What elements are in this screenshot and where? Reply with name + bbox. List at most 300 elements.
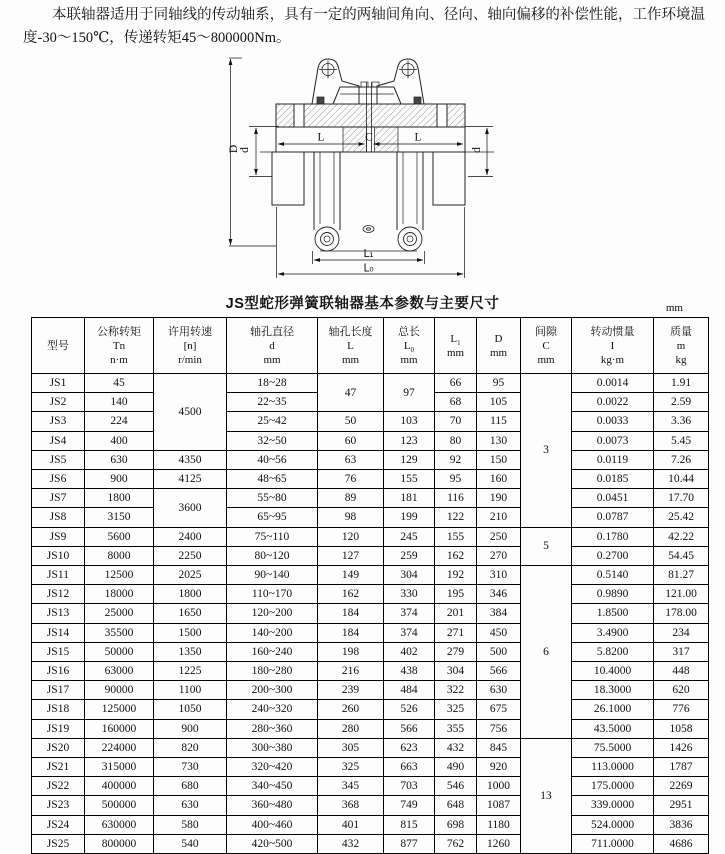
table-cell: 3150 <box>85 508 154 527</box>
table-cell: 184 <box>318 623 384 642</box>
table-cell: 675 <box>477 700 521 719</box>
table-cell: 566 <box>384 719 435 738</box>
model-cell: JS4 <box>32 431 85 450</box>
table-cell: 355 <box>435 719 477 738</box>
table-cell: 5.45 <box>654 431 709 450</box>
grease-hole-icon <box>363 226 374 233</box>
table-cell: 317 <box>654 642 709 661</box>
table-cell: 401 <box>318 815 384 834</box>
table-cell: 698 <box>435 815 477 834</box>
table-cell: 340~450 <box>227 777 318 796</box>
model-cell: JS19 <box>32 719 85 738</box>
model-cell: JS1 <box>32 374 85 393</box>
table-cell: 1.91 <box>654 374 709 393</box>
table-cell: 26.1000 <box>572 700 654 719</box>
table-cell: 195 <box>435 585 477 604</box>
coupling-drawing <box>228 54 515 290</box>
table-row <box>32 642 709 661</box>
table-row <box>32 585 709 604</box>
table-unit-note: mm <box>665 302 683 314</box>
table-cell: 43.5000 <box>572 719 654 738</box>
table-cell: 216 <box>318 662 384 681</box>
table-cell: 0.0033 <box>572 412 654 431</box>
model-cell: JS20 <box>32 738 85 757</box>
table-cell: 580 <box>154 815 227 834</box>
table-cell: 322 <box>435 681 477 700</box>
col-header-speed: 许用转速 [n] r/min <box>154 318 227 374</box>
table-cell: 234 <box>654 623 709 642</box>
table-cell: 18~28 <box>227 374 318 393</box>
table-cell: 80 <box>435 431 477 450</box>
table-cell: 420~500 <box>227 834 318 853</box>
table-cell: 140~200 <box>227 623 318 642</box>
table-cell: 105 <box>477 393 521 412</box>
dim-label-L-right: L <box>414 131 422 144</box>
table-cell: 1.8500 <box>572 604 654 623</box>
table-cell: 1426 <box>654 738 709 757</box>
table-cell: 80~120 <box>227 546 318 565</box>
table-cell: 325 <box>318 758 384 777</box>
table-cell: 130 <box>477 431 521 450</box>
table-row <box>32 834 709 853</box>
dim-label-d-right: d <box>471 147 483 153</box>
table-cell: 140 <box>85 393 154 412</box>
table-cell: 2951 <box>654 796 709 815</box>
table-cell: 680 <box>154 777 227 796</box>
table-cell: 400~460 <box>227 815 318 834</box>
model-cell: JS6 <box>32 470 85 489</box>
bolt-hole-icon <box>315 227 339 251</box>
table-cell: 0.0014 <box>572 374 654 393</box>
table-cell: 310 <box>477 566 521 585</box>
table-cell: 160 <box>477 470 521 489</box>
spec-table <box>31 317 709 854</box>
table-cell: 68 <box>435 393 477 412</box>
table-cell: 305 <box>318 738 384 757</box>
table-cell: 0.1780 <box>572 527 654 546</box>
table-cell: 75.5000 <box>572 738 654 757</box>
dim-label-L0: L₀ <box>363 262 374 275</box>
table-cell: 66 <box>435 374 477 393</box>
col-header-total-length: 总长 $L_0$ mm <box>384 318 435 374</box>
table-cell: 711.0000 <box>572 834 654 853</box>
table-cell: 175.0000 <box>572 777 654 796</box>
table-cell: 18000 <box>85 585 154 604</box>
table-cell: 730 <box>154 758 227 777</box>
table-cell: 125000 <box>85 700 154 719</box>
col-header-l1: $L_1$ mm <box>435 318 477 374</box>
table-cell: 346 <box>477 585 521 604</box>
table-row <box>32 796 709 815</box>
table-cell: 63 <box>318 450 384 469</box>
table-cell: 0.0022 <box>572 393 654 412</box>
table-row <box>32 508 709 527</box>
table-cell: 10.4000 <box>572 662 654 681</box>
table-cell: 90~140 <box>227 566 318 585</box>
table-cell: 50 <box>318 412 384 431</box>
table-cell: 500 <box>477 642 521 661</box>
table-row <box>32 700 709 719</box>
table-cell: 8000 <box>85 546 154 565</box>
table-cell: 116 <box>435 489 477 508</box>
table-cell: 384 <box>477 604 521 623</box>
model-cell: JS9 <box>32 527 85 546</box>
top-bracket <box>312 59 424 104</box>
dim-label-L1: L₁ <box>363 248 374 260</box>
table-cell: 123 <box>384 431 435 450</box>
table-cell: 1100 <box>154 681 227 700</box>
table-cell: 546 <box>435 777 477 796</box>
table-cell: 162 <box>435 546 477 565</box>
table-cell: 0.0185 <box>572 470 654 489</box>
model-cell: JS23 <box>32 796 85 815</box>
table-cell: 192 <box>435 566 477 585</box>
table-row <box>32 777 709 796</box>
table-cell: 3836 <box>654 815 709 834</box>
table-row <box>32 604 709 623</box>
model-cell: JS11 <box>32 566 85 585</box>
table-cell: 162 <box>318 585 384 604</box>
table-cell: 7.26 <box>654 450 709 469</box>
table-cell: 432 <box>435 738 477 757</box>
table-cell: 1000 <box>477 777 521 796</box>
table-cell: 845 <box>477 738 521 757</box>
table-cell: 155 <box>384 470 435 489</box>
table-cell: 54.45 <box>654 546 709 565</box>
table-cell: 280 <box>318 719 384 738</box>
table-cell: 920 <box>477 758 521 777</box>
table-cell: 47 <box>318 374 384 412</box>
table-cell: 70 <box>435 412 477 431</box>
table-cell: 224000 <box>85 738 154 757</box>
table-row <box>32 738 709 757</box>
table-cell: 280~360 <box>227 719 318 738</box>
model-cell: JS12 <box>32 585 85 604</box>
table-cell: 76 <box>318 470 384 489</box>
table-row <box>32 431 709 450</box>
table-cell: 65~95 <box>227 508 318 527</box>
table-cell: 566 <box>477 662 521 681</box>
model-cell: JS16 <box>32 662 85 681</box>
table-cell: 42.22 <box>654 527 709 546</box>
table-cell: 820 <box>154 738 227 757</box>
table-cell: 150 <box>477 450 521 469</box>
dim-label-D: D <box>228 144 240 154</box>
table-cell: 540 <box>154 834 227 853</box>
table-cell: 4125 <box>154 470 227 489</box>
table-cell: 18.3000 <box>572 681 654 700</box>
intro-paragraph: 本联轴器适用于同轴线的传动轴系，具有一定的两轴间角向、径向、轴向偏移的补偿性能，工作环境温度-30～150℃，传递转矩45～800000Nm。 <box>23 7 705 46</box>
model-cell: JS22 <box>32 777 85 796</box>
model-cell: JS24 <box>32 815 85 834</box>
table-cell: 81.27 <box>654 566 709 585</box>
table-cell: 2025 <box>154 566 227 585</box>
table-cell: 5600 <box>85 527 154 546</box>
table-cell: 25000 <box>85 604 154 623</box>
col-header-clearance: 间隙 C mm <box>521 318 572 374</box>
table-cell: 95 <box>477 374 521 393</box>
table-cell: 4686 <box>654 834 709 853</box>
table-cell: 1500 <box>154 623 227 642</box>
table-header <box>32 318 709 374</box>
table-cell: 110~170 <box>227 585 318 604</box>
table-cell: 400000 <box>85 777 154 796</box>
table-cell: 1800 <box>85 489 154 508</box>
table-cell: 900 <box>85 470 154 489</box>
table-cell: 22~35 <box>227 393 318 412</box>
dim-label-C: C <box>365 131 373 144</box>
table-cell: 75~110 <box>227 527 318 546</box>
table-cell: 270 <box>477 546 521 565</box>
table-cell: 25~42 <box>227 412 318 431</box>
table-cell: 4500 <box>154 374 227 451</box>
table-cell: 97 <box>384 374 435 412</box>
table-cell: 129 <box>384 450 435 469</box>
table-row <box>32 412 709 431</box>
table-cell: 199 <box>384 508 435 527</box>
model-cell: JS25 <box>32 834 85 853</box>
table-cell: 703 <box>384 777 435 796</box>
table-cell: 25.42 <box>654 508 709 527</box>
table-cell: 0.0073 <box>572 431 654 450</box>
model-cell: JS17 <box>32 681 85 700</box>
table-cell: 198 <box>318 642 384 661</box>
table-cell: 12500 <box>85 566 154 585</box>
bolt-hole-icon <box>399 61 417 79</box>
table-cell: 201 <box>435 604 477 623</box>
table-cell: 115 <box>477 412 521 431</box>
table-cell: 48~65 <box>227 470 318 489</box>
table-cell: 2.59 <box>654 393 709 412</box>
col-header-model: 型号 <box>32 318 85 374</box>
table-cell: 620 <box>654 681 709 700</box>
table-cell: 50000 <box>85 642 154 661</box>
table-cell: 877 <box>384 834 435 853</box>
table-cell: 374 <box>384 623 435 642</box>
table-cell: 484 <box>384 681 435 700</box>
table-cell: 2269 <box>654 777 709 796</box>
table-cell: 279 <box>435 642 477 661</box>
table-cell: 5.8200 <box>572 642 654 661</box>
table-row <box>32 719 709 738</box>
table-cell: 3.36 <box>654 412 709 431</box>
table-cell: 1058 <box>654 719 709 738</box>
model-cell: JS21 <box>32 758 85 777</box>
table-cell: 345 <box>318 777 384 796</box>
model-cell: JS15 <box>32 642 85 661</box>
table-cell: 448 <box>654 662 709 681</box>
table-cell: 113.0000 <box>572 758 654 777</box>
table-cell: 90000 <box>85 681 154 700</box>
table-cell: 304 <box>384 566 435 585</box>
table-cell: 623 <box>384 738 435 757</box>
table-cell: 402 <box>384 642 435 661</box>
table-cell: 259 <box>384 546 435 565</box>
table-row <box>32 374 709 393</box>
table-cell: 45 <box>85 374 154 393</box>
table-cell: 60 <box>318 431 384 450</box>
col-header-bore-length: 轴孔长度 L mm <box>318 318 384 374</box>
table-cell: 98 <box>318 508 384 527</box>
table-cell: 181 <box>384 489 435 508</box>
col-header-bore-diameter: 轴孔直径 d mm <box>227 318 318 374</box>
col-header-inertia: 转动惯量 I kg·m <box>572 318 654 374</box>
table-cell: 630 <box>85 450 154 469</box>
table-cell: 0.5140 <box>572 566 654 585</box>
table-cell: 184 <box>318 604 384 623</box>
model-cell: JS10 <box>32 546 85 565</box>
table-cell: 756 <box>477 719 521 738</box>
table-cell: 224 <box>85 412 154 431</box>
table-cell: 0.0119 <box>572 450 654 469</box>
table-row <box>32 489 709 508</box>
bolt-hole-icon <box>319 61 337 79</box>
table-cell: 3.4900 <box>572 623 654 642</box>
table-cell: 89 <box>318 489 384 508</box>
table-row <box>32 662 709 681</box>
table-cell: 160~240 <box>227 642 318 661</box>
table-cell: 0.0787 <box>572 508 654 527</box>
bolt-hole-icon <box>398 227 422 251</box>
table-cell: 200~300 <box>227 681 318 700</box>
table-cell: 40~56 <box>227 450 318 469</box>
table-row <box>32 527 709 546</box>
col-header-d-outer: D mm <box>477 318 521 374</box>
dim-label-L-left: L <box>317 131 325 144</box>
table-cell: 120~200 <box>227 604 318 623</box>
table-cell: 1225 <box>154 662 227 681</box>
table-cell: 325 <box>435 700 477 719</box>
table-cell: 3600 <box>154 489 227 527</box>
table-cell: 1087 <box>477 796 521 815</box>
table-cell: 1650 <box>154 604 227 623</box>
table-cell: 1260 <box>477 834 521 853</box>
table-cell: 4350 <box>154 450 227 469</box>
model-cell: JS3 <box>32 412 85 431</box>
table-cell: 524.0000 <box>572 815 654 834</box>
table-cell: 2250 <box>154 546 227 565</box>
table-cell: 103 <box>384 412 435 431</box>
model-cell: JS5 <box>32 450 85 469</box>
table-cell: 630 <box>477 681 521 700</box>
table-cell: 815 <box>384 815 435 834</box>
coupling-body <box>260 82 494 251</box>
table-cell: 5 <box>521 527 572 565</box>
table-cell: 630 <box>154 796 227 815</box>
table-cell: 32~50 <box>227 431 318 450</box>
table-cell: 155 <box>435 527 477 546</box>
table-cell: 120 <box>318 527 384 546</box>
table-cell: 35500 <box>85 623 154 642</box>
table-cell: 762 <box>435 834 477 853</box>
table-cell: 250 <box>477 527 521 546</box>
table-cell: 339.0000 <box>572 796 654 815</box>
table-cell: 432 <box>318 834 384 853</box>
table-row <box>32 681 709 700</box>
table-cell: 180~280 <box>227 662 318 681</box>
model-cell: JS8 <box>32 508 85 527</box>
model-cell: JS14 <box>32 623 85 642</box>
table-row <box>32 546 709 565</box>
table-cell: 2400 <box>154 527 227 546</box>
model-cell: JS18 <box>32 700 85 719</box>
table-cell: 95 <box>435 470 477 489</box>
table-cell: 149 <box>318 566 384 585</box>
table-cell: 663 <box>384 758 435 777</box>
table-row <box>32 815 709 834</box>
table-cell: 360~480 <box>227 796 318 815</box>
table-body <box>32 374 709 854</box>
table-cell: 0.0451 <box>572 489 654 508</box>
dimension-lines <box>229 58 493 278</box>
table-cell: 239 <box>318 681 384 700</box>
table-cell: 210 <box>477 508 521 527</box>
table-cell: 178.00 <box>654 604 709 623</box>
model-cell: JS2 <box>32 393 85 412</box>
table-cell: 121.00 <box>654 585 709 604</box>
table-cell: 648 <box>435 796 477 815</box>
table-cell: 1180 <box>477 815 521 834</box>
model-cell: JS7 <box>32 489 85 508</box>
table-cell: 271 <box>435 623 477 642</box>
table-cell: 630000 <box>85 815 154 834</box>
table-cell: 260 <box>318 700 384 719</box>
table-cell: 1050 <box>154 700 227 719</box>
table-cell: 800000 <box>85 834 154 853</box>
table-cell: 0.9890 <box>572 585 654 604</box>
table-cell: 127 <box>318 546 384 565</box>
col-header-mass: 质量 m kg <box>654 318 709 374</box>
table-cell: 300~380 <box>227 738 318 757</box>
table-row <box>32 470 709 489</box>
table-cell: 1787 <box>654 758 709 777</box>
table-cell: 190 <box>477 489 521 508</box>
table-title: JS型蛇形弹簧联轴器基本参数与主要尺寸 <box>225 296 500 312</box>
model-cell: JS13 <box>32 604 85 623</box>
table-cell: 776 <box>654 700 709 719</box>
table-cell: 6 <box>521 566 572 739</box>
table-cell: 1350 <box>154 642 227 661</box>
table-cell: 368 <box>318 796 384 815</box>
dim-label-d-left: d <box>239 147 251 153</box>
table-cell: 0.2700 <box>572 546 654 565</box>
table-row <box>32 758 709 777</box>
table-cell: 63000 <box>85 662 154 681</box>
table-row <box>32 450 709 469</box>
table-row <box>32 566 709 585</box>
table-cell: 55~80 <box>227 489 318 508</box>
table-cell: 400 <box>85 431 154 450</box>
table-cell: 526 <box>384 700 435 719</box>
table-cell: 92 <box>435 450 477 469</box>
table-cell: 438 <box>384 662 435 681</box>
table-cell: 17.70 <box>654 489 709 508</box>
col-header-torque: 公称转矩 Tn n·m <box>85 318 154 374</box>
table-cell: 245 <box>384 527 435 546</box>
table-cell: 490 <box>435 758 477 777</box>
table-cell: 900 <box>154 719 227 738</box>
table-cell: 10.44 <box>654 470 709 489</box>
table-cell: 500000 <box>85 796 154 815</box>
table-cell: 374 <box>384 604 435 623</box>
table-cell: 1800 <box>154 585 227 604</box>
table-cell: 315000 <box>85 758 154 777</box>
table-cell: 240~320 <box>227 700 318 719</box>
table-cell: 13 <box>521 738 572 853</box>
table-cell: 3 <box>521 374 572 528</box>
table-cell: 304 <box>435 662 477 681</box>
table-cell: 450 <box>477 623 521 642</box>
